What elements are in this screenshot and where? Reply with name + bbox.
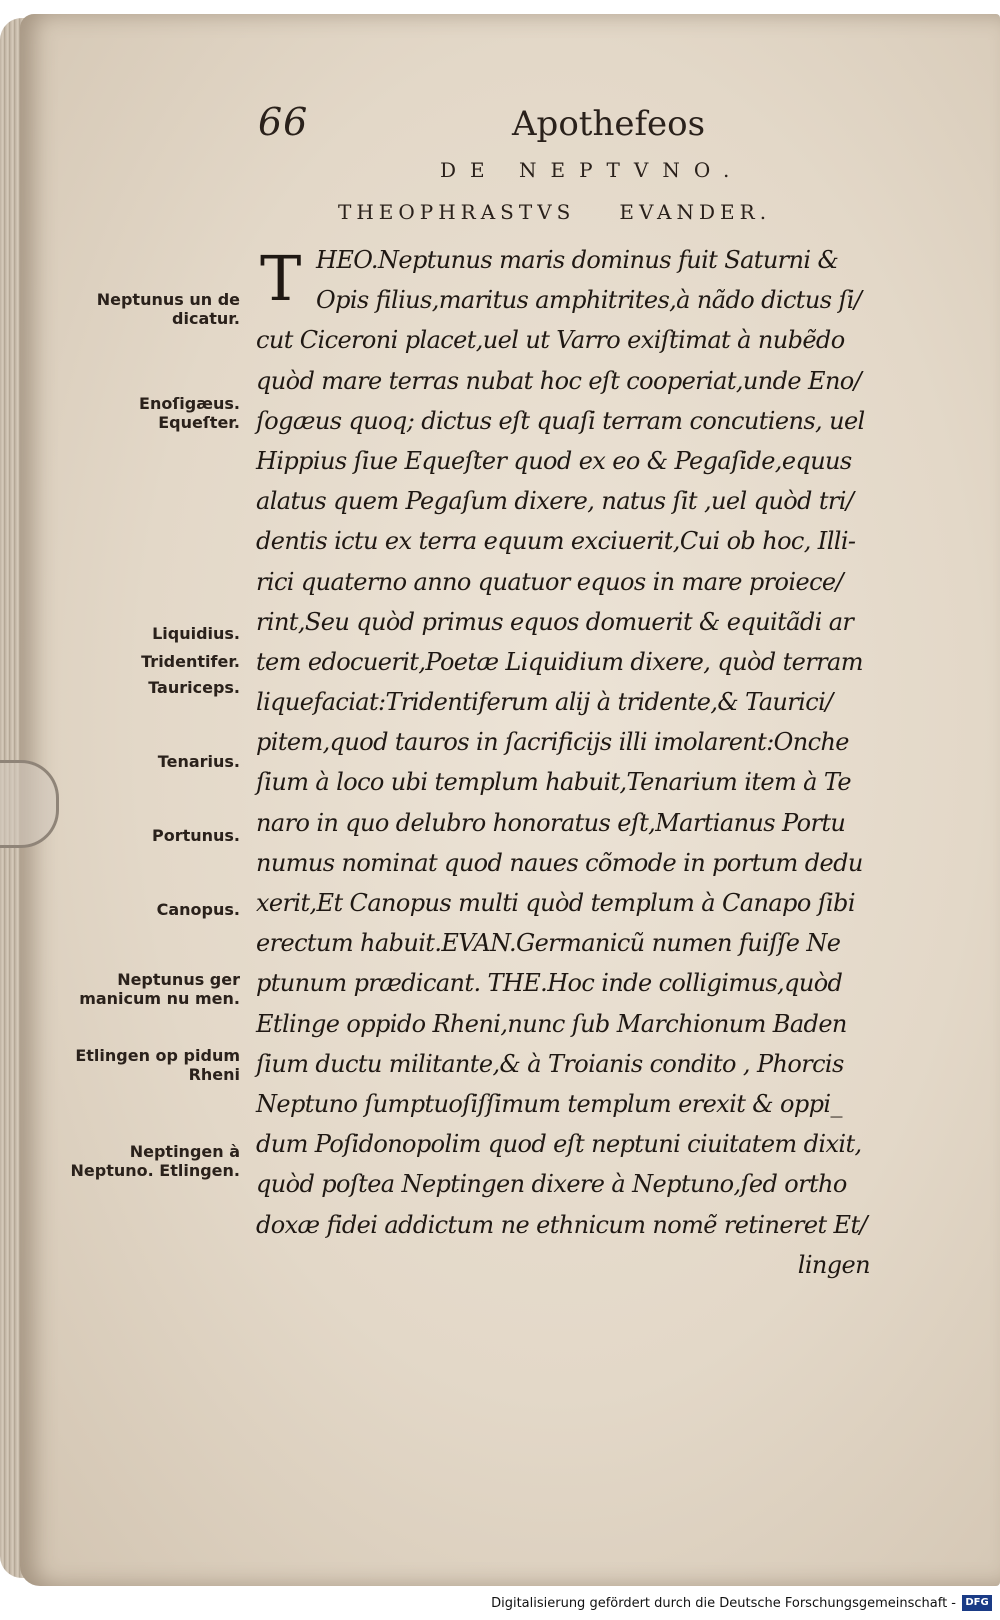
text-line: numus nominat quod naues cõmode in portum dedu: [256, 848, 863, 877]
dfg-logo-icon: DFG: [962, 1595, 992, 1611]
text-line: xerit,Et Canopus multi quòd templum à Canapo ſibi: [256, 889, 855, 917]
speaker-line: [338, 200, 771, 224]
text-line: quòd poſtea Neptingen dixere à Neptuno,ſed ortho: [256, 1170, 847, 1199]
margin-note: Canopus.: [156, 900, 240, 919]
text-line: ſium à loco ubi templum habuit,Tenarium item à Te: [256, 768, 852, 797]
margin-note: Etlingen op pidum Rheni: [75, 1046, 240, 1084]
text-line: ptunum prædicant. THE.Hoc inde colligimus,quòd: [256, 969, 843, 998]
speaker-theophrastus: THEOPHRASTVS: [338, 200, 576, 224]
text-line-catchword: lingen: [797, 1250, 870, 1279]
text-line: tem edocuerit,Poetæ Liquidium dixere, quòd terram: [256, 647, 863, 676]
footer-credit: Digitalisierung gefördert durch die Deutsche Forschungsgemeinschaft -: [491, 1596, 956, 1611]
text-line: quòd mare terras nubat hoc eſt cooperiat,unde Eno/: [256, 366, 862, 395]
drop-cap: T: [260, 242, 302, 315]
text-line: alatus quem Pegaſum dixere, natus ſit ,uel quòd tri/: [256, 487, 854, 516]
text-line: dentis ictu ex terra equum exciuerit,Cui ob hoc, Illi-: [256, 527, 856, 556]
section-title: DE NEPTVNO.: [440, 158, 744, 182]
text-line: ſium ductu militante,& à Troianis condito , Phorcis: [256, 1049, 844, 1078]
speaker-evander: EVANDER.: [619, 200, 772, 224]
margin-note: Tauriceps.: [148, 678, 240, 697]
margin-note: Neptunus ger manicum nu men.: [79, 970, 240, 1008]
margin-note: Liquidius.: [152, 624, 240, 643]
text-line: doxæ fidei addictum ne ethnicum nomẽ retineret Et/: [256, 1210, 867, 1239]
running-head: Apothefeos: [512, 104, 706, 144]
text-line: Etlinge oppido Rheni,nunc ſub Marchionum Baden: [256, 1009, 847, 1038]
text-line: Opis filius,maritus amphitrites,à nãdo dictus ſi/: [316, 286, 862, 315]
text-line: naro in quo delubro honoratus eſt,Martianus Portu: [256, 808, 846, 837]
text-line: liquefaciat:Tridentiferum alij à tridente,& Taurici/: [256, 688, 833, 717]
page-number: 66: [258, 100, 309, 144]
text-line: pitem,quod tauros in ſacrificijs illi imolarent:Onche: [256, 728, 849, 757]
margin-note: Neptunus un de dicatur.: [96, 290, 240, 328]
margin-note: Neptingen à Neptuno. Etlingen.: [70, 1142, 240, 1180]
text-line: Neptuno ſumptuoſiſſimum templum erexit & oppi_: [256, 1089, 842, 1118]
body-text: [256, 240, 894, 1285]
margin-note: Portunus.: [151, 826, 240, 845]
text-line: rici quaterno anno quatuor equos in mare proiece/: [256, 567, 844, 596]
text-line: dum Poſidonopolim quod eſt neptuni ciuitatem dixit,: [256, 1130, 862, 1159]
text-line: HEO.Neptunus maris dominus fuit Saturni &: [316, 246, 839, 274]
text-line: ſogæus quoq; dictus eſt quaſi terram concutiens, uel: [256, 406, 865, 435]
text-line: erectum habuit.EVAN.Germanicũ numen fuiſſe Ne: [256, 929, 841, 958]
footer-bar: [0, 1590, 1000, 1620]
margin-note: Enoſigæus. Equeſter.: [139, 394, 240, 432]
text-line: rint,Seu quòd primus equos domuerit & equitãdi ar: [256, 607, 854, 636]
margin-note: Tenarius.: [157, 752, 240, 771]
margin-note: Tridentifer.: [141, 652, 240, 671]
text-line: cut Ciceroni placet,uel ut Varro exiſtimat à nubẽdo: [256, 326, 845, 355]
text-line: Hippius ſiue Equeſter quod ex eo & Pegaſide,equus: [256, 446, 852, 475]
